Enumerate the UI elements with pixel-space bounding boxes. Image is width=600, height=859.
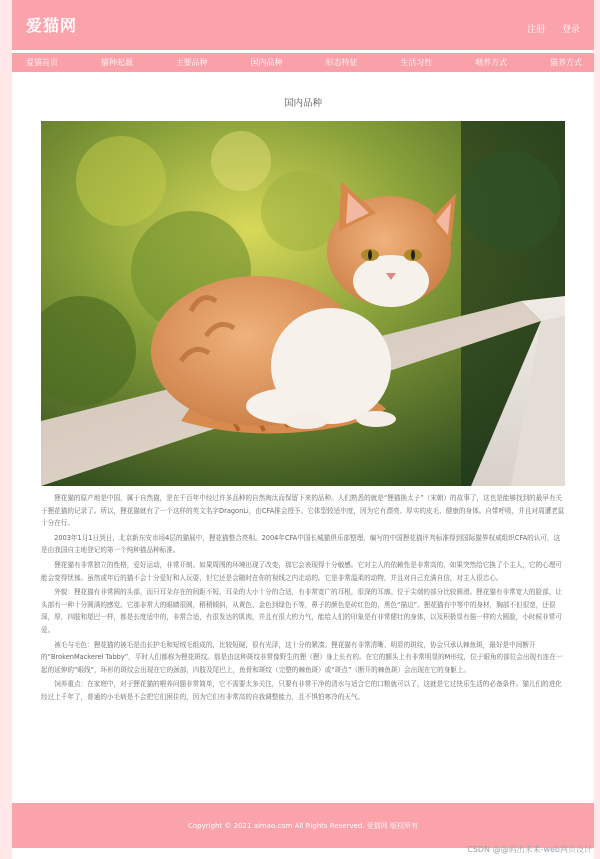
nav-item-habits[interactable]: 生活习性: [400, 58, 433, 67]
site-footer: [12, 803, 594, 848]
copyright-text: Copyright © 2021 aimao.com All Rights Reserved. 爱猫网 版权所有: [187, 821, 419, 830]
nav-item-domestic[interactable]: 国内品种: [250, 58, 283, 67]
paragraph-appearance: 外貌：狸花猫有非常圆的头部，而只耳朵存在的间距不短，耳朵的大小十分的合适，有非常宽广的耳根，很深的耳廓。位于尖端的部分比较圆滑。狸花猫有非常宽大的脸部，让头部有一种十分圆满的感觉。它那非常大的眼睛很圆，稍稍倾斜，从黄色、金色到绿色不等，鼻子的颜色是砖红色的，黑色“描边”。狸花猫有中等中的身材，胸部不但很宽，还很深，厚，四肢和尾巴一样，都是长度适中的，非常合适，有很发达的肌肉，并且有很大的力气，能给人们的印象是有非常健壮的身体，以及积极显有强一样的大圆脸，小时候非常可爱。: [41, 588, 562, 634]
nav-item-appearance[interactable]: 形态特征: [325, 58, 358, 67]
paragraph-origin: 狸花猫的原产地是中国，属于自然猫，是在千百年中经过许多品种的自然淘汰而保留下来的品种。人们熟悉的就是“狸猫换太子”（宋朝）的故事了，这也是能够找到的最早有关于狸花猫的记录了。所以，狸花猫就有了一个这样的英文名字DragonLi，由CFA推会授予。它体型较适中度，因为它有漂亮、厚实的皮毛、健康的身体。自带呼吸，并且对周遭老鼠十分在行。: [41, 494, 565, 528]
nav-item-origin[interactable]: 猫种起源: [100, 58, 133, 67]
article-body: [41, 492, 565, 706]
main-nav: [12, 53, 594, 72]
auth-links: [513, 22, 580, 35]
nav-item-feeding[interactable]: 喂养方式: [475, 58, 508, 67]
csdn-watermark: CSDN @@码出未来-web网页设计: [467, 845, 592, 854]
paragraph-history: 2003年1月1日到日，北京新东安市场4层的猫展中，狸花猫整合亮相。2004年CFA中国长城猫俱乐部整理，编写的中国狸花猫评判标准得到国际猫界权威组织CFA的认可，这是由我国自主地登记的第一个纯种猫品种标准。: [41, 533, 561, 555]
nav-item-home[interactable]: 爱猫首页: [26, 58, 58, 67]
page-title: 国内品种: [283, 98, 322, 109]
paragraph-personality: 狸花猫有非常独立的性格，爱好运动，非常开朗。如果周围的环境出现了改变，那它会表现得十分敏感。它对主人的依赖性是非常高的，如果突然给它换了个主人，它的心理可能会变得忧郁。虽然或年后的猫不会十分爱好和人玩耍，但它还是会随时在你的视线之内走动的。它是非常温柔的动物，并且对自己充满自信，对主人很忠心。: [41, 560, 562, 582]
paragraph-feeding: 饲养重点：在家庭中，对于狸花猫的喂养问题非常简单，它不需要太多关注，只要有非常干净的清水与适合它的口粮就可以了，这就是它过快乐生活的必备条件。猫儿们的进化经过上千年了，普通的小毛病是不会把它们困住的，因为它们有非常高的自我调整能力，且不惧怕寒冷的天气。: [41, 680, 562, 701]
cat-photo: [41, 121, 565, 486]
page-container: [12, 0, 594, 859]
nav-item-breeds[interactable]: 主要品种: [175, 58, 208, 67]
paragraph-coat: 被毛与毛色：狸花猫的被毛是由长护毛和短绒毛组成的，比较短硬，很有光泽，这十分的紧凑。狸花猫有非常清晰、明显的斑纹，协会只承认棘鱼斑，最好是中间断开的“BrokenMackerel Tabby”，平时人们都称为狸花斑纹。那是由这种斑纹非常像野生的狸（狸）身上长有的。在它的额头上有非常明显的M形纹，位于眼角的部位会出现有连在一起的延伸的“眼线”，环形的斑纹会出现在它的颈部，四肢及尾巴上，鱼骨和斑纹（完整的棘鱼斑）或“斑点”（断开的棘鱼斑）会出现在它的身躯上。: [41, 640, 563, 674]
site-header: [12, 0, 594, 50]
register-link[interactable]: 登录: [561, 25, 580, 35]
login-link[interactable]: 注册: [527, 25, 546, 35]
site-logo[interactable]: 爱猫网: [26, 16, 78, 35]
nav-item-care[interactable]: 猫养方式: [549, 58, 582, 67]
